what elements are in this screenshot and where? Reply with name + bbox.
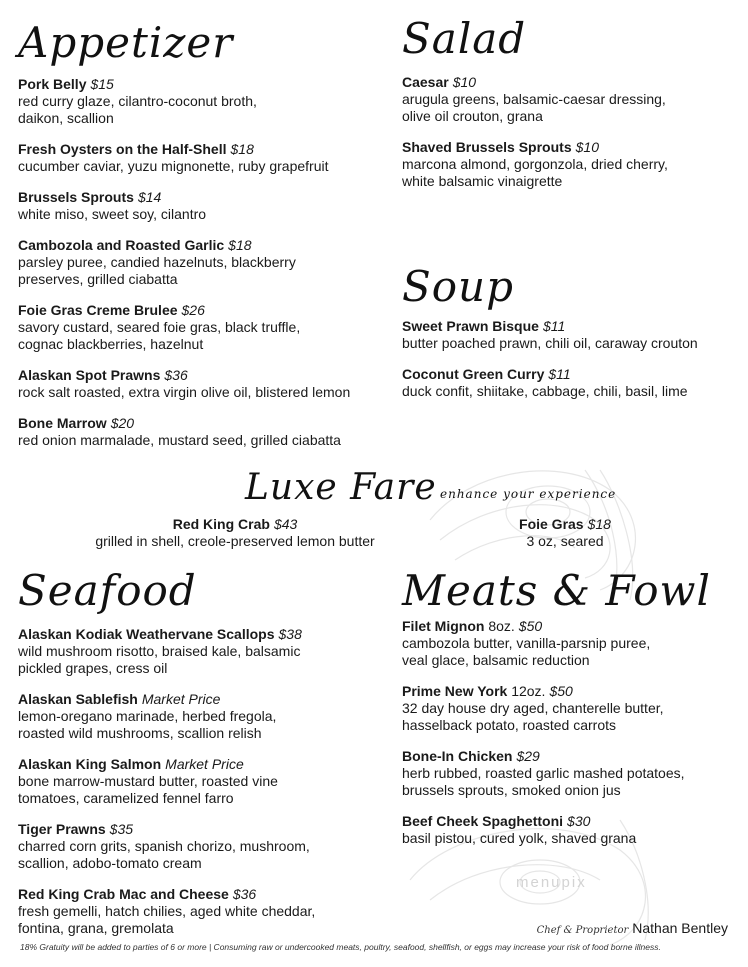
item-price: $35 <box>109 821 134 837</box>
item-name: Beef Cheek Spaghettoni <box>402 813 564 829</box>
item-description: herb rubbed, roasted garlic mashed potatoes, <box>402 765 685 781</box>
item-description: tomatoes, caramelized fennel farro <box>18 790 234 806</box>
item-name: Alaskan King Salmon <box>18 756 162 772</box>
item-size: 8oz. <box>488 618 515 634</box>
item-price: $36 <box>164 367 188 383</box>
luxe-item <box>480 516 650 550</box>
item-description: 3 oz, seared <box>526 533 604 549</box>
item-description: pickled grapes, cress oil <box>18 660 168 676</box>
item-price: $18 <box>228 237 252 253</box>
item-description: white balsamic vinaigrette <box>402 173 563 189</box>
menu-item <box>402 813 737 847</box>
item-description: charred corn grits, spanish chorizo, mushroom, <box>18 838 310 854</box>
luxe-item <box>60 516 410 550</box>
item-price: $15 <box>90 76 114 92</box>
item-description: wild mushroom risotto, braised kale, balsamic <box>18 643 301 659</box>
salad-heading: Salad <box>402 14 527 63</box>
item-description: duck confit, shiitake, cabbage, chili, basil, lime <box>402 383 688 399</box>
item-name: Brussels Sprouts <box>18 189 134 205</box>
item-description: marcona almond, gorgonzola, dried cherry, <box>402 156 668 172</box>
item-price: $50 <box>518 618 543 634</box>
appetizer-heading: Appetizer <box>18 18 234 67</box>
menu-item <box>18 886 388 937</box>
soup-list <box>402 318 737 400</box>
item-price: $14 <box>137 189 162 205</box>
seafood-list <box>18 626 388 937</box>
item-description: basil pistou, cured yolk, shaved grana <box>402 830 637 846</box>
item-price: $18 <box>587 516 611 532</box>
soup-section <box>402 262 737 414</box>
item-price: $18 <box>230 141 254 157</box>
meats-fowl-list <box>402 618 737 847</box>
item-price: $11 <box>542 318 566 334</box>
item-description: red curry glaze, cilantro-coconut broth, <box>18 93 257 109</box>
menu-item <box>402 74 737 125</box>
menu-item <box>18 691 388 742</box>
menu-item <box>402 139 737 190</box>
item-description: daikon, scallion <box>18 110 114 126</box>
meats-fowl-heading: Meats & Fowl <box>402 566 711 615</box>
item-description: scallion, adobo-tomato cream <box>18 855 202 871</box>
item-name: Alaskan Sablefish <box>18 691 138 707</box>
item-description: butter poached prawn, chili oil, caraway crouton <box>402 335 698 351</box>
item-price: $10 <box>452 74 477 90</box>
item-name: Foie Gras <box>519 516 584 532</box>
item-price: $50 <box>549 683 573 699</box>
item-price: $11 <box>548 366 571 382</box>
menu-item <box>18 302 388 353</box>
item-description: red onion marmalade, mustard seed, grilled ciabatta <box>18 432 341 448</box>
item-description: lemon-oregano marinade, herbed fregola, <box>18 708 277 724</box>
item-price: $29 <box>516 748 540 764</box>
menu-item <box>18 415 388 449</box>
seafood-section <box>18 566 388 951</box>
item-price: Market Price <box>165 756 244 772</box>
menu-item <box>18 237 388 288</box>
menu-item <box>18 821 388 872</box>
chef-title: Chef & Proprietor <box>536 925 629 936</box>
salad-list <box>402 74 737 190</box>
item-name: Tiger Prawns <box>18 821 106 837</box>
item-price: $43 <box>273 516 298 532</box>
item-name: Filet Mignon <box>402 618 485 634</box>
item-name: Fresh Oysters on the Half-Shell <box>18 141 227 157</box>
item-name: Pork Belly <box>18 76 87 92</box>
item-name: Sweet Prawn Bisque <box>402 318 539 334</box>
item-name: Coconut Green Curry <box>402 366 545 382</box>
menu-item <box>402 748 737 799</box>
item-description: fresh gemelli, hatch chilies, aged white cheddar, <box>18 903 316 919</box>
item-name: Bone Marrow <box>18 415 107 431</box>
item-name: Shaved Brussels Sprouts <box>402 139 572 155</box>
item-description: white miso, sweet soy, cilantro <box>18 206 207 222</box>
item-description: rock salt roasted, extra virgin olive oil, blistered lemon <box>18 384 351 400</box>
item-price: $26 <box>181 302 205 318</box>
menu-item <box>402 318 737 352</box>
appetizer-list <box>18 76 388 449</box>
menu-item <box>18 367 388 401</box>
item-price: Market Price <box>141 691 221 707</box>
seafood-heading: Seafood <box>18 566 197 615</box>
item-description: 32 day house dry aged, chanterelle butter, <box>402 700 664 716</box>
chef-name: Nathan Bentley <box>632 920 728 936</box>
item-name: Red King Crab Mac and Cheese <box>18 886 229 902</box>
item-name: Cambozola and Roasted Garlic <box>18 237 225 253</box>
item-price: $38 <box>278 626 302 642</box>
item-price: $36 <box>232 886 257 902</box>
item-description: savory custard, seared foie gras, black truffle, <box>18 319 301 335</box>
item-description: veal glace, balsamic reduction <box>402 652 590 668</box>
item-description: parsley puree, candied hazelnuts, blackberry <box>18 254 296 270</box>
item-price: $30 <box>567 813 591 829</box>
item-name: Alaskan Spot Prawns <box>18 367 161 383</box>
item-description: roasted wild mushrooms, scallion relish <box>18 725 262 741</box>
item-name: Caesar <box>402 74 449 90</box>
appetizer-section <box>18 18 388 463</box>
chef-credit <box>537 920 728 938</box>
item-description: preserves, grilled ciabatta <box>18 271 178 287</box>
item-name: Alaskan Kodiak Weathervane Scallops <box>18 626 275 642</box>
item-description: cognac blackberries, hazelnut <box>18 336 204 352</box>
meats-fowl-section <box>402 566 737 861</box>
menu-item <box>402 618 737 669</box>
item-price: $10 <box>575 139 599 155</box>
item-description: grilled in shell, creole-preserved lemon butter <box>95 533 375 549</box>
luxe-fare-subtitle: enhance your experience <box>440 487 617 501</box>
watermark-logo: menupix <box>516 874 587 891</box>
salad-section <box>402 14 737 204</box>
soup-heading: Soup <box>402 262 514 311</box>
item-description: cambozola butter, vanilla-parsnip puree, <box>402 635 651 651</box>
item-description: hasselback potato, roasted carrots <box>402 717 617 733</box>
menu-item <box>18 141 388 175</box>
item-description: arugula greens, balsamic-caesar dressing, <box>402 91 666 107</box>
item-size: 12oz. <box>511 683 546 699</box>
item-description: olive oil crouton, grana <box>402 108 543 124</box>
item-name: Prime New York <box>402 683 508 699</box>
menu-item <box>402 366 737 400</box>
footer-disclaimer: 18% Gratuity will be added to parties of 6 or more | Consuming raw or undercooked meats, poultry, seafood, shellfish, or eggs may increase your risk of food borne illness. <box>20 942 661 952</box>
item-name: Foie Gras Creme Brulee <box>18 302 178 318</box>
menu-item <box>18 756 388 807</box>
item-description: bone marrow-mustard butter, roasted vine <box>18 773 278 789</box>
menu-item <box>18 189 388 223</box>
item-description: fontina, grana, gremolata <box>18 920 174 936</box>
luxe-fare-heading: Luxe Fare <box>245 467 437 508</box>
item-name: Bone-In Chicken <box>402 748 513 764</box>
item-description: cucumber caviar, yuzu mignonette, ruby grapefruit <box>18 158 329 174</box>
item-name: Red King Crab <box>172 516 270 532</box>
menu-item <box>18 76 388 127</box>
menu-item <box>402 683 737 734</box>
item-description: brussels sprouts, smoked onion jus <box>402 782 621 798</box>
item-price: $20 <box>110 415 135 431</box>
menu-item <box>18 626 388 677</box>
